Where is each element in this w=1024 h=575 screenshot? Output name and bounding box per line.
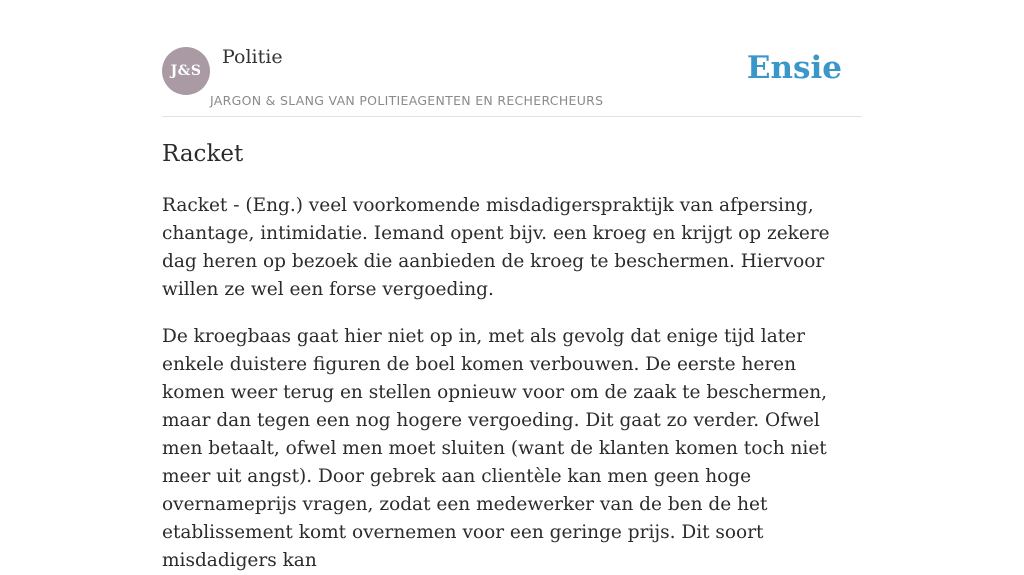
article-paragraph: Racket - (Eng.) veel voorkomende misdadigerspraktijk van afpersing, chantage, intimidatie. Iemand opent bijv. een kroeg en krijgt op zekere dag heren op bezoek die aanbieden de kroeg te beschermen. Hiervoor willen ze wel een forse vergoeding.	[162, 195, 830, 300]
article-title: Racket	[162, 141, 244, 167]
site-header	[162, 0, 862, 117]
site-subtitle: JARGON & SLANG VAN POLITIEAGENTEN EN RECHERCHEURS	[210, 93, 604, 108]
site-title[interactable]: Politie	[222, 46, 283, 68]
avatar[interactable]: J&S	[162, 47, 210, 95]
brand-logo[interactable]: Ensie	[746, 50, 842, 86]
article-paragraph: De kroegbaas gaat hier niet op in, met als gevolg dat enige tijd later enkele duistere figuren de boel komen verbouwen. De eerste heren komen weer terug en stellen opnieuw voor om de zaak te beschermen, maar dan tegen een nog hogere vergoeding. Dit gaat zo verder. Ofwel men betaalt, ofwel men moet sluiten (want de klanten komen toch niet meer uit angst). Door gebrek aan clientèle kan men geen hoge overnameprijs vragen, zodat een medewerker van de ben de het etablissement komt overnemen voor een geringe prijs. Dit soort misdadigers kan	[162, 326, 828, 571]
article	[162, 138, 862, 575]
